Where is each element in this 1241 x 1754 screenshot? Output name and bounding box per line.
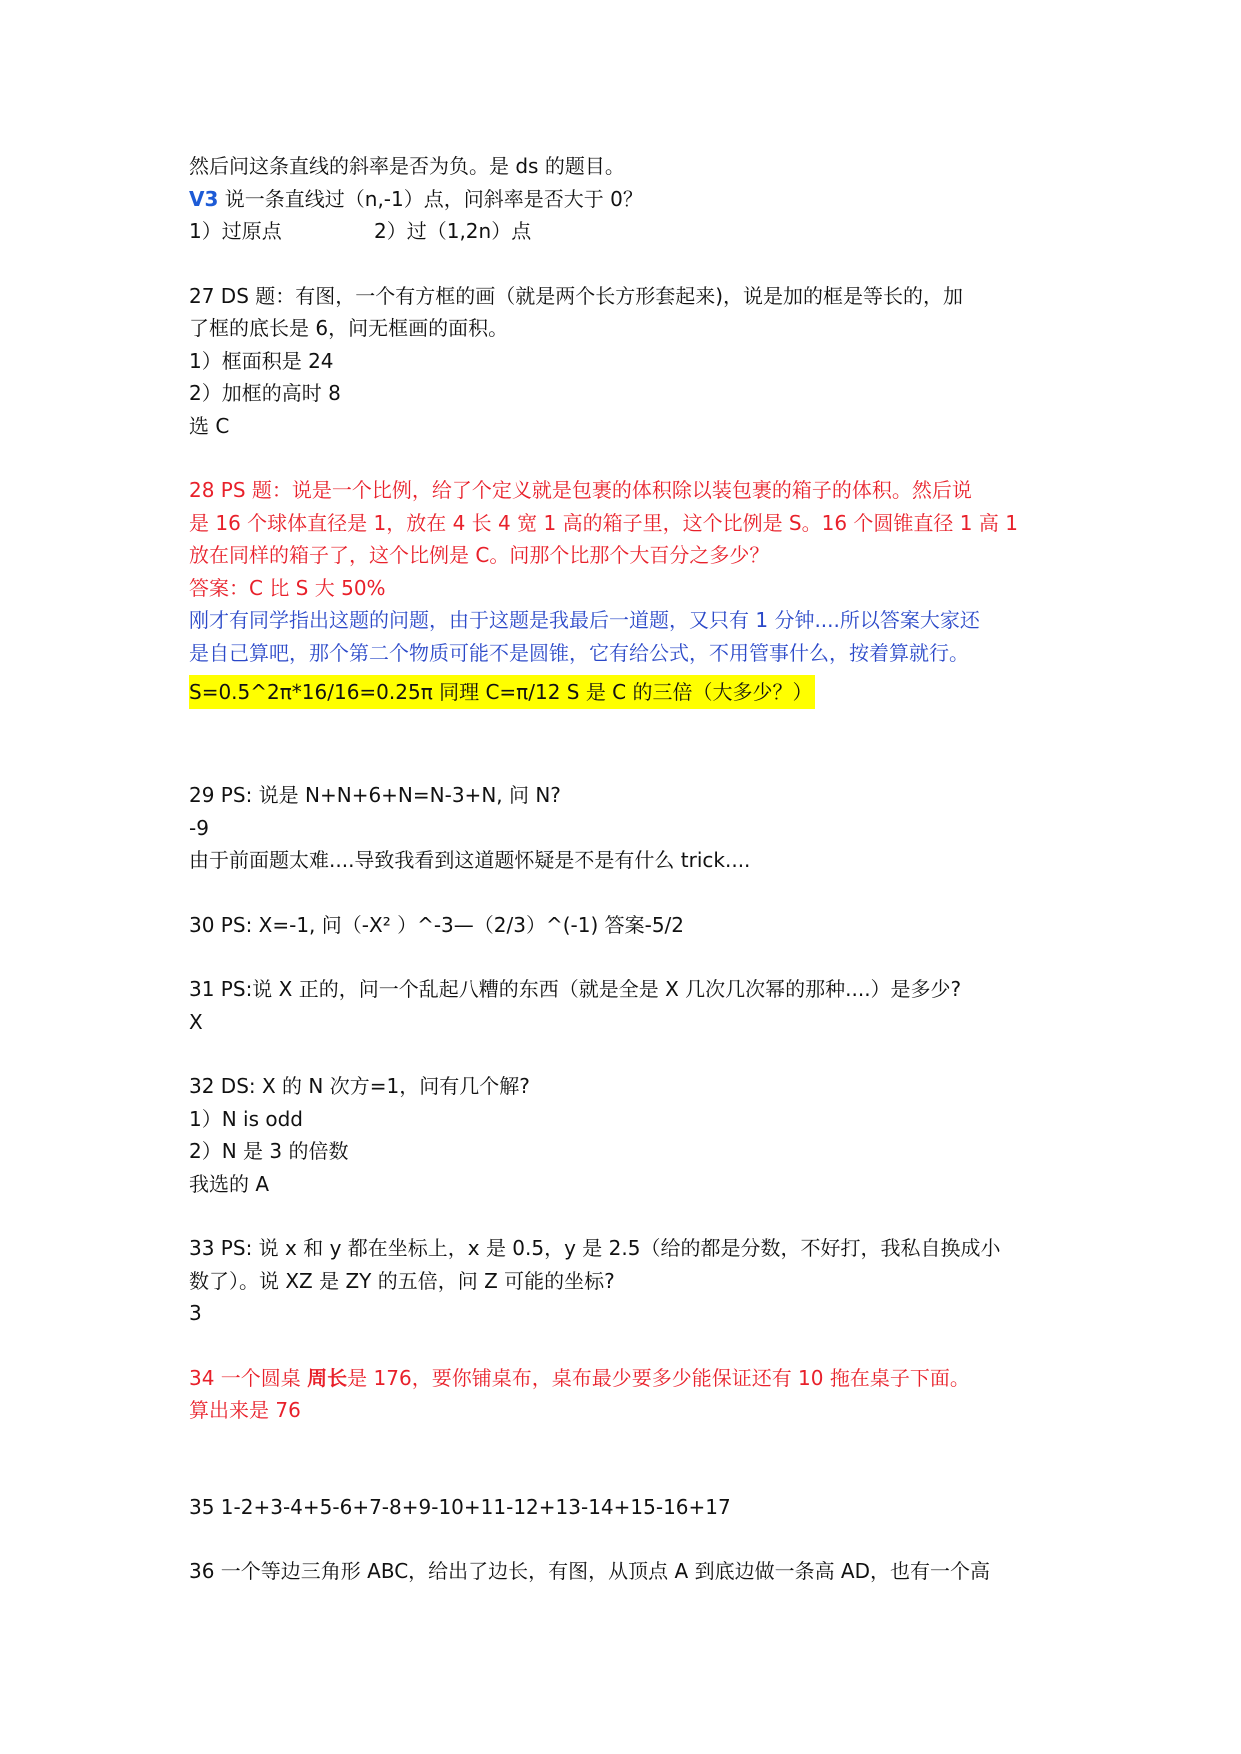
q36-line-1: 36 一个等边三角形 ABC，给出了边长，有图，从顶点 A 到底边做一条高 AD，也有一个高	[189, 1559, 991, 1583]
q34-line-1	[189, 1362, 1069, 1395]
q33-line-2: 数了）。说 XZ 是 ZY 的五倍，问 Z 可能的坐标?	[189, 1268, 615, 1293]
q30-line-1: 30 PS: X=-1, 问（-X² ）^-3—（2/3）^(-1) 答案-5/2	[189, 912, 685, 937]
q27-option-2: 2）加框的高时 8	[189, 381, 341, 405]
v3-text: 说一条直线过（n,-1）点，问斜率是否大于 0？	[224, 186, 643, 211]
q27-line-1: 27 DS 题：有图，一个有方框的画（就是两个长方形套起来)，说是加的框是等长的，加	[189, 283, 964, 308]
q28-line-2: 是 16 个球体直径是 1，放在 4 长 4 宽 1 高的箱子里，这个比例是 S。16 个圆锥直径 1 高 1	[189, 510, 1018, 535]
q31-line-1: 31 PS:说 X 正的，问一个乱起八糟的东西（就是全是 X 几次几次幂的那种....）是多少?	[189, 977, 962, 1001]
q34-bold-term: 周长	[307, 1365, 348, 1390]
v3-options	[189, 215, 1069, 248]
q28-highlight-row	[189, 675, 1069, 709]
q34-prefix: 34 一个圆桌	[189, 1365, 308, 1390]
q29-answer: -9	[189, 815, 209, 840]
q28-highlight: S=0.5^2π*16/16=0.25π 同理 C=π/12 S 是 C 的三倍（大多少？）	[189, 675, 815, 709]
q32-option-2: 2）N 是 3 的倍数	[189, 1139, 349, 1163]
q31-answer: X	[189, 1009, 203, 1034]
q33-answer: 3	[189, 1301, 202, 1325]
q28-note-1: 刚才有同学指出这题的问题，由于这题是我最后一道题，又只有 1 分钟....所以答案大家还	[189, 608, 980, 632]
v3-option-2: 2）过（1,2n）点	[374, 219, 532, 243]
v3-question	[189, 183, 1069, 216]
q33-line-1: 33 PS: 说 x 和 y 都在坐标上，x 是 0.5，y 是 2.5（给的都是分数，不好打，我私自换成小	[189, 1236, 1001, 1260]
q28-answer: 答案：C 比 S 大 50%	[189, 575, 386, 600]
q32-answer: 我选的 A	[189, 1171, 270, 1196]
q32-line-1: 32 DS: X 的 N 次方=1，问有几个解?	[189, 1074, 530, 1098]
q28-line-3: 放在同样的箱子了，这个比例是 C。问那个比那个大百分之多少？	[189, 543, 770, 567]
q28-line-1: 28 PS 题：说是一个比例，给了个定义就是包裹的体积除以装包裹的箱子的体积。然后说	[189, 478, 972, 502]
text-line: 然后问这条直线的斜率是否为负。是 ds 的题目。	[189, 154, 625, 178]
v3-option-1: 1）过原点	[189, 219, 282, 243]
q29-line-1: 29 PS: 说是 N+N+6+N=N-3+N, 问 N?	[189, 783, 561, 807]
q34-suffix: 是 176，要你铺桌布，桌布最少要多少能保证还有 10 拖在桌子下面。	[347, 1365, 970, 1390]
q27-line-2: 了框的底长是 6，问无框画的面积。	[189, 316, 509, 340]
q27-answer: 选 C	[189, 413, 230, 438]
q34-answer: 算出来是 76	[189, 1398, 301, 1422]
q32-option-1: 1）N is odd	[189, 1106, 304, 1131]
q29-note: 由于前面题太难....导致我看到这道题怀疑是不是有什么 trick....	[189, 848, 751, 872]
v3-tag: V3	[189, 186, 219, 211]
q28-note-2: 是自己算吧，那个第二个物质可能不是圆锥，它有给公式，不用管事什么，按着算就行。	[189, 640, 969, 665]
q27-option-1: 1）框面积是 24	[189, 348, 334, 373]
q35-line-1: 35 1-2+3-4+5-6+7-8+9-10+11-12+13-14+15-16+17	[189, 1494, 731, 1519]
document-body	[189, 150, 1069, 1588]
